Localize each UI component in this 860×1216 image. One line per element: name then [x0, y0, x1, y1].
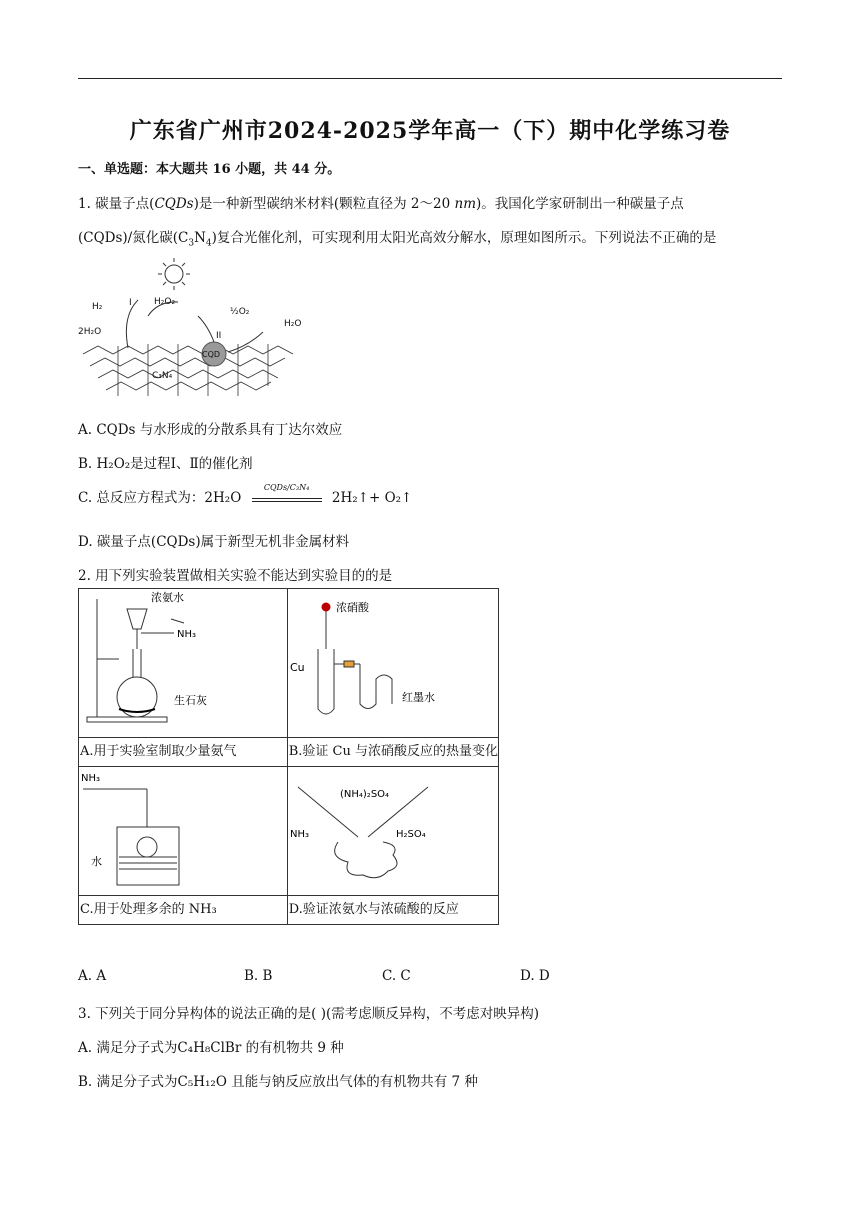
question-1-stem-line1: [78, 192, 684, 212]
q1-option-c-rhs: 2H₂↑+ O₂↑: [331, 490, 413, 506]
reaction-condition: [252, 483, 322, 502]
fig-roman2: II: [216, 331, 222, 341]
fig-a-reagent: 浓氨水: [151, 591, 184, 604]
fig-h2: H₂: [92, 302, 103, 312]
cell-d-caption: [287, 896, 498, 925]
sun-icon: [158, 258, 190, 290]
q1-option-c[interactable]: [78, 483, 413, 506]
caption-d: D.验证浓氨水与浓硫酸的反应: [288, 902, 459, 917]
cell-b-figure: [287, 589, 498, 738]
fig-d-left: NH₃: [289, 829, 309, 840]
caption-a: A.用于实验室制取少量氨气: [80, 744, 237, 759]
fig-2h2o: 2H₂O: [78, 327, 102, 337]
section-heading: 一、单选题：本大题共 16 小题，共 44 分。: [78, 162, 341, 177]
page-title: 广东省广州市2024-2025学年高一（下）期中化学练习卷: [129, 118, 731, 144]
q1-cqds: CQDs: [154, 196, 194, 212]
condition-label: CQDs/C₃N₄: [263, 483, 310, 492]
photocatalysis-diagram: [78, 256, 308, 401]
experiment-table: [78, 588, 499, 925]
fig-half-o2: ½O₂: [230, 307, 250, 317]
water-arrow: [228, 332, 263, 352]
q1-text: N: [194, 230, 206, 246]
q1-option-c-lhs: C. 总反应方程式为：2H₂O: [78, 490, 242, 506]
fig-b-metal: Cu: [289, 661, 305, 674]
ammonia-acid-reaction: [288, 767, 498, 895]
q1-unit: nm: [454, 196, 476, 212]
q1-sub: 3: [188, 238, 195, 249]
q2-choice-b[interactable]: B. B: [244, 968, 273, 984]
q2-choices: [78, 968, 550, 984]
q1-text: )。我国化学家研制出一种碳量子点: [476, 196, 684, 212]
cell-a-caption: [79, 738, 288, 767]
fig-c-water: 水: [91, 855, 102, 868]
caption-b: B.验证 Cu 与浓硝酸反应的热量变化: [288, 744, 498, 759]
ammonia-prep-apparatus: [79, 589, 259, 737]
fig-d-right: H₂SO₄: [395, 829, 426, 840]
fig-c-gas: NH₃: [81, 773, 101, 784]
c3n4-lattice: [83, 344, 293, 396]
cell-c-caption: [79, 896, 288, 925]
q2-choice-d[interactable]: D. D: [520, 968, 550, 984]
caption-c: C.用于处理多余的 NH₃: [80, 902, 217, 917]
question-2-stem: 2. 用下列实验装置做相关实验不能达到实验目的的是: [78, 568, 393, 584]
fig-h2o2: H₂O₂: [154, 297, 176, 307]
q1-option-a[interactable]: A. CQDs 与水形成的分散系具有丁达尔效应: [78, 422, 343, 438]
fig-d-product: (NH₄)₂SO₄: [339, 789, 389, 800]
header-rule: [78, 78, 782, 79]
q1-sub: 4: [205, 238, 212, 249]
cell-c-figure: [79, 767, 288, 896]
q2-choice-c[interactable]: C. C: [382, 968, 411, 984]
cu-nitric-apparatus: [288, 589, 498, 737]
q1-text: 1. 碳量子点(: [78, 196, 155, 212]
cell-d-figure: [287, 767, 498, 896]
fig-b-reagent: 浓硝酸: [335, 601, 369, 614]
q2-choice-a[interactable]: A. A: [78, 968, 107, 984]
fig-roman1: I: [129, 298, 132, 308]
fig-cqd-label: CQD: [202, 350, 221, 359]
q1-text: )是一种新型碳纳米材料(颗粒直径为 2～20: [193, 196, 455, 212]
q1-text: (CQDs)/氮化碳(C: [78, 230, 189, 246]
fig-a-gas: NH₃: [177, 629, 197, 640]
cell-a-figure: [79, 589, 288, 738]
question-1-stem-line2: [78, 226, 716, 249]
cell-b-caption: [287, 738, 498, 767]
q1-option-d[interactable]: D. 碳量子点(CQDs)属于新型无机非金属材料: [78, 534, 350, 550]
q3-option-b[interactable]: B. 满足分子式为C₅H₁₂O 且能与钠反应放出气体的有机物共有 7 种: [78, 1074, 478, 1090]
fig-c3n4: C₃N₄: [152, 371, 173, 381]
q1-option-b[interactable]: B. H₂O₂是过程Ⅰ、Ⅱ的催化剂: [78, 456, 253, 472]
ammonia-absorption-apparatus: [79, 767, 259, 895]
q3-option-a[interactable]: A. 满足分子式为C₄H₈ClBr 的有机物共 9 种: [78, 1040, 344, 1056]
q1-text: )复合光催化剂，可实现利用太阳光高效分解水，原理如图所示。下列说法不正确的是: [211, 230, 717, 246]
fig-a-solid: 生石灰: [174, 694, 207, 707]
fig-b-ink: 红墨水: [401, 691, 435, 704]
question-3-stem: 3. 下列关于同分异构体的说法正确的是( )(需考虑顺反异构，不考虑对映异构): [78, 1006, 540, 1022]
fig-h2o: H₂O: [284, 319, 302, 329]
